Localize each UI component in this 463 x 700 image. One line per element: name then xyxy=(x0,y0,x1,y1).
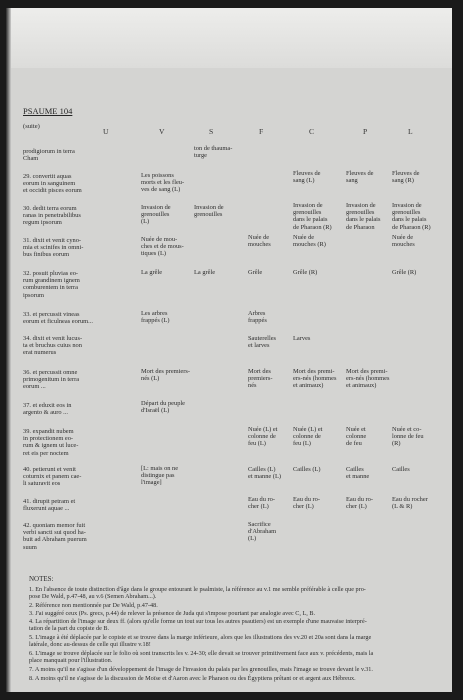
table-cell-v: Les poissons morts et les fleu- ves de sang (L) xyxy=(141,172,185,194)
table-cell-v: Invasion de grenouilles (L) xyxy=(141,204,171,226)
table-row-latin: 42. quoniam memor fuit verbi sancti sui quod ha- buit ad Abraham puerum suum xyxy=(23,522,87,551)
table-cell-l: Eau du rocher (L & R) xyxy=(392,496,428,511)
table-row-latin: 33. et percussit vineas eorum et ficulneas eorum... xyxy=(23,311,93,326)
column-header-s: S xyxy=(209,127,214,136)
table-row-latin: 41. dirupit petram et fluxerunt aquae ... xyxy=(23,498,76,513)
table-row-latin: 37. et eduxit eos in argento & auro ... xyxy=(23,402,72,417)
note-item: 5. L'image à été déplacée par le copiste et se trouve dans la marge inférieure, alors que les illustrations des vv.20 et 20a sont dans la marge latérale, donc au-dessus de celle qui illustre v.18! xyxy=(29,634,372,648)
table-cell-f: Cailles (L) et manne (L) xyxy=(248,466,282,481)
note-item: 7. A moins qu'il ne s'agisse d'un développement de l'image de l'invasion du palais par les grenouilles, mais l'image se trouve devant le v.31. xyxy=(29,666,373,673)
column-header-c: C xyxy=(309,127,315,136)
column-header-f: F xyxy=(259,127,264,136)
document-sheet xyxy=(6,8,452,692)
note-item: 6. L'image se trouve déplacée sur le folio où sont transcrits les v. 24-30; elle devait se trouver primitivement face aux v. précédents, mais la place manquait pour l'illustration. xyxy=(29,650,374,664)
table-row-latin: prodigiorum in terra Cham xyxy=(23,148,75,163)
table-cell-v: Nuée de mou- ches et de mous- tiques (L) xyxy=(141,236,184,258)
table-row-latin: 34. dixit et venit lucus- ta et bruchus cuius non erat numerus xyxy=(23,335,83,357)
table-cell-p: Cailles et manne xyxy=(346,466,370,481)
table-row-latin: 40. petierunt et venit coturnix et panem cae- li saturavit eos xyxy=(23,466,82,488)
table-row-latin: 30. dedit terra eorum ranas in penetrabilibus regum ipsorum xyxy=(23,205,81,227)
table-cell-l: Cailles xyxy=(392,466,410,473)
column-header-v: V xyxy=(159,127,165,136)
table-cell-c: Invasion de grenouilles dans le palais de Pharaon (R) xyxy=(293,202,332,231)
sheet-glare xyxy=(6,8,452,68)
column-header-u: U xyxy=(103,127,109,136)
table-cell-c: Mort des premi- ers-nés (hommes et animaux) xyxy=(293,368,337,390)
table-cell-f: Nuée de mouches xyxy=(248,234,271,249)
note-item: 1. En l'absence de toute distinction d'âge dans le groupe entourant le psalmiste, la référence au v.1 me semble préférable à celle que pro- pose De Wald, p.47-48, au v.6 (Semen Abraham...). xyxy=(29,586,366,600)
table-row-latin: 29. convertit aquas eorum in sanguinem et occidit pisces eorum xyxy=(23,173,82,195)
note-item: 2. Référence non mentionnée par De Wald, p.47-48. xyxy=(29,602,158,609)
table-cell-s: Invasion de grenouilles xyxy=(194,204,224,219)
page-subtitle: (suite) xyxy=(23,123,40,130)
table-cell-l: Grêle (R) xyxy=(392,269,417,276)
table-cell-v: La grêle xyxy=(141,269,163,276)
column-header-p: P xyxy=(363,127,368,136)
table-cell-l: Fleuves de sang (R) xyxy=(392,170,420,185)
table-cell-c: Larves xyxy=(293,335,311,342)
table-row-latin: 36. et percussit omne primogenitum in terra eorum ... xyxy=(23,369,80,391)
table-cell-s: La grêle xyxy=(194,269,216,276)
note-item: 4. La répartition de l'image sur deux ff. (alors qu'elle forme un tout sur tous les autres psautiers) est un exemple d'une mauvaise interpré- tation de la part du copiste de B. xyxy=(29,618,367,632)
table-cell-f: Eau du ro- cher (L) xyxy=(248,496,275,511)
table-cell-f: Nuée (L) et colonne de feu (L) xyxy=(248,426,278,448)
table-cell-p: Nuée et colonne de feu xyxy=(346,426,367,448)
table-cell-v: [L: mais on ne distingue pas l'image] xyxy=(141,465,179,487)
sheet-edge xyxy=(6,8,11,692)
table-cell-p: Mort des premi- ers-nés (hommes et animaux) xyxy=(346,368,390,390)
table-cell-p: Fleuves de sang xyxy=(346,170,374,185)
table-row-latin: 32. posuit pluvias eo- rum grandinem ignem comburentem in terra ipsorum xyxy=(23,270,80,299)
table-cell-f: Mort des premiers- nés xyxy=(248,368,273,390)
table-cell-v: Les arbres frappés (L) xyxy=(141,310,170,325)
notes-title: NOTES: xyxy=(29,575,54,583)
table-cell-c: Grêle (R) xyxy=(293,269,318,276)
table-cell-v: Mort des premiers- nés (L) xyxy=(141,368,190,383)
table-row-latin: 31. dixit et venit cyno- mia et scinifes in omni- bus finibus eorum xyxy=(23,237,84,259)
table-cell-f: Sacrifice d'Abraham (L) xyxy=(248,521,277,543)
page-title: PSAUME 104 xyxy=(23,106,73,116)
table-cell-f: Sauterelles et larves xyxy=(248,335,277,350)
table-cell-s: ton de thaumа- turge xyxy=(194,145,233,160)
table-cell-l: Nuée et co- lonne de feu (R) xyxy=(392,426,424,448)
table-cell-c: Cailles (L) xyxy=(293,466,321,473)
table-cell-c: Fleuves de sang (L) xyxy=(293,170,321,185)
table-cell-p: Invasion de grenouilles dans le palais de Pharaon xyxy=(346,202,381,231)
column-header-l: L xyxy=(408,127,413,136)
table-cell-v: Départ du peuple d'Israël (L) xyxy=(141,400,186,415)
table-cell-l: Nuée de mouches xyxy=(392,234,415,249)
note-item: 8. A moins qu'il ne s'agisse de la discussion de Moïse et d'Aaron avec le Pharaon ou des Égyptiens prêtant or et argent aux Hébreux. xyxy=(29,675,356,682)
table-cell-c: Nuée (L) et colonne de feu (L) xyxy=(293,426,323,448)
table-cell-l: Invasion de grenouilles dans le palais de Pharaon (R) xyxy=(392,202,431,231)
table-cell-c: Eau du ro- cher (L) xyxy=(293,496,320,511)
table-cell-c: Nuée de mouches (R) xyxy=(293,234,326,249)
table-cell-f: Grêle xyxy=(248,269,263,276)
table-row-latin: 39. expandit nubem in protectionem eo- rum & ignem ut luce- ret eis per noctem xyxy=(23,428,79,457)
table-cell-p: Eau du ro- cher (L) xyxy=(346,496,373,511)
table-cell-f: Arbres frappés xyxy=(248,310,267,325)
note-item: 3. J'ai suggéré ceux (Ps. grecs, p.44) de relever la présence de Juda qui s'impose pourtant par analogie avec C, L, B. xyxy=(29,610,316,617)
